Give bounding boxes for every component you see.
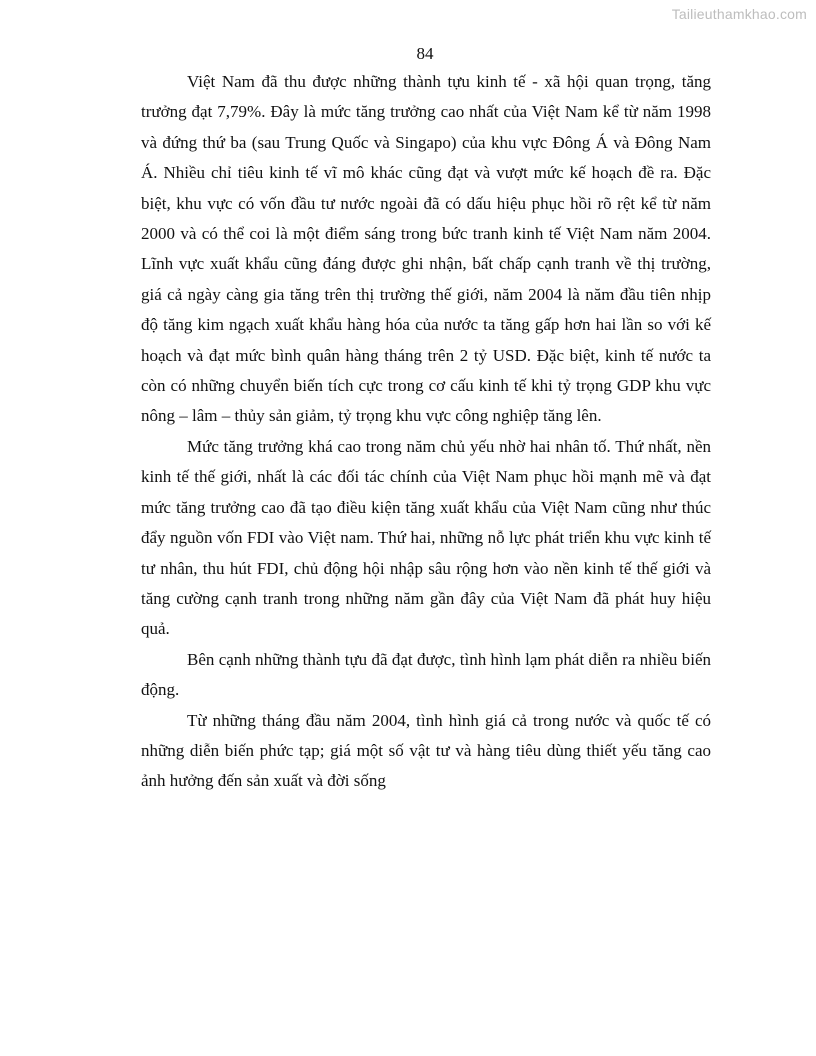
- document-body: [141, 67, 711, 797]
- paragraph: Bên cạnh những thành tựu đã đạt được, tình hình lạm phát diễn ra nhiều biến động.: [141, 649, 711, 700]
- paragraph: Việt Nam đã thu được những thành tựu kinh tế - xã hội quan trọng, tăng trưởng đạt 7,79%. Đây là mức tăng trưởng cao nhất của Việt Nam kể từ năm 1998 và đứng thứ ba (sau Trung Quốc và Singapo) của khu vực Đông Á và Đông Nam Á. Nhiều chỉ tiêu kinh tế vĩ mô khác cũng đạt và vượt mức kế hoạch đề ra. Đặc biệt, khu vực có vốn đầu tư nước ngoài đã có dấu hiệu phục hồi rõ rệt kể từ năm 2000 và có thể coi là một điểm sáng trong bức tranh kinh tế Việt Nam năm 2004. Lĩnh vực xuất khẩu cũng đáng được ghi nhận, bất chấp cạnh tranh về thị trường, giá cả ngày càng gia tăng trên thị trường thế giới, năm 2004 là năm đầu tiên nhịp độ tăng kim ngạch xuất khẩu hàng hóa của nước ta tăng gấp hơn hai lần so với kế hoạch và đạt mức bình quân hàng tháng trên 2 tỷ USD. Đặc biệt, kinh tế nước ta còn có những chuyển biến tích cực trong cơ cấu kinh tế khi tỷ trọng GDP khu vực nông – lâm – thủy sản giảm, tỷ trọng khu vực công nghiệp tăng lên.: [141, 72, 711, 426]
- paragraph: Từ những tháng đầu năm 2004, tình hình giá cả trong nước và quốc tế có những diễn biến phức tạp; giá một số vật tư và hàng tiêu dùng thiết yếu tăng cao ảnh hưởng đến sản xuất và đời sống: [141, 710, 711, 791]
- paragraph: Mức tăng trưởng khá cao trong năm chủ yếu nhờ hai nhân tố. Thứ nhất, nền kinh tế thế giới, nhất là các đối tác chính của Việt Nam phục hồi mạnh mẽ và đạt mức tăng trưởng cao đã tạo điều kiện tăng xuất khẩu của Việt Nam cũng như thúc đẩy nguồn vốn FDI vào Việt nam. Thứ hai, những nỗ lực phát triển khu vực kinh tế tư nhân, thu hút FDI, chủ động hội nhập sâu rộng hơn vào nền kinh tế thế giới và tăng cường cạnh tranh trong những năm gần đây của Việt Nam đã phát huy hiệu quả.: [141, 436, 711, 639]
- watermark-text: Tailieuthamkhao.com: [671, 6, 807, 22]
- page-number: 84: [416, 44, 434, 63]
